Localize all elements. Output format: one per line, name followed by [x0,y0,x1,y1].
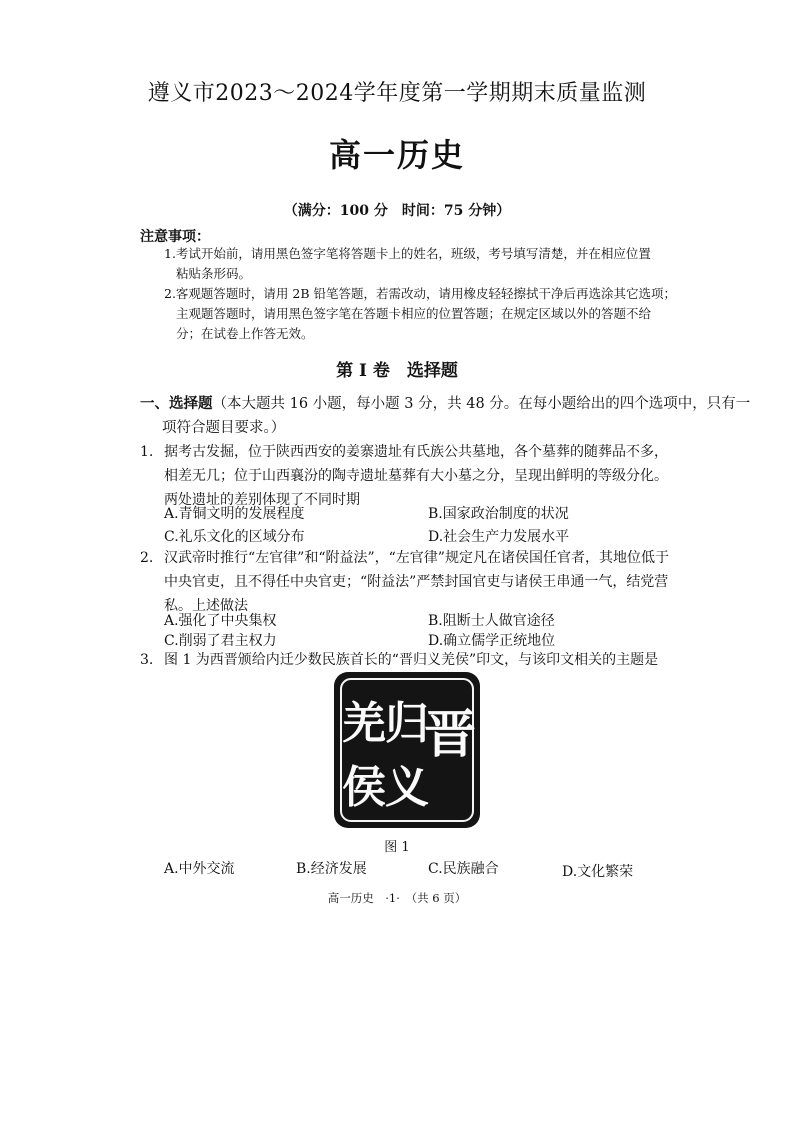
option-c[interactable]: C.礼乐文化的区域分布 [164,529,305,545]
question-number: 2. [140,550,154,566]
question-text: 图 1 为西晋颁给内迁少数民族首长的“晋归义羌侯”印文，与该印文相关的主题是 [164,652,659,668]
option-b[interactable]: B.经济发展 [296,861,367,877]
option-b[interactable]: B.国家政治制度的状况 [428,506,569,522]
question-3 [140,648,680,672]
note-line: 1.考试开始前，请用黑色签字笔将答题卡上的姓名，班级，考号填写清楚，并在相应位置 [164,246,651,261]
notes-title: 注意事项： [140,229,210,245]
option-c[interactable]: C.民族融合 [428,861,499,877]
option-c[interactable]: C.削弱了君主权力 [164,633,277,649]
note-line: 2.客观题答题时，请用 2B 铅笔答题，若需改动，请用橡皮轻轻擦拭干净后再选涂其它选项； [164,286,677,301]
option-d[interactable]: D.文化繁荣 [562,864,634,880]
option-b[interactable]: B.阻断士人做官途径 [428,613,555,629]
note-line: 粘贴条形码。 [176,266,252,281]
seal-char: 侯 [342,762,386,813]
option-a[interactable]: A.中外交流 [164,861,235,877]
section-title: 第 I 卷 选择题 [336,361,458,381]
option-d[interactable]: D.社会生产力发展水平 [428,529,570,545]
page-footer: 高一历史 ·1· （共 6 页） [327,891,467,905]
seal-image [332,670,482,830]
question-text: 汉武帝时推行“左官律”和“附益法”，“左官律”规定凡在诸侯国任官者，其地位低于中央官吏，且不得任中央官吏；“附益法”严禁封国官吏与诸侯王串通一气，结党营私。上述做法 [164,550,669,614]
note-line: 主观题答题时，请用黑色签字笔在答题卡相应的位置答题；在规定区域以外的答题不给 [176,306,652,321]
part-line2: 项符合题目要求。） [162,420,286,436]
seal-char: 归 [385,698,429,749]
seal-char: 羌 [342,698,386,749]
figure-caption: 图 1 [384,840,410,855]
part-label: 一、选择题 [140,395,213,412]
note-line: 分；在试卷上作答无效。 [176,326,314,341]
seal-char: 晋 [423,704,477,765]
option-a[interactable]: A.青铜文明的发展程度 [164,506,305,522]
seal-char: 义 [385,762,429,813]
option-a[interactable]: A.强化了中央集权 [164,613,277,629]
part-line1: （本大题共 16 小题，每小题 3 分，共 48 分。在每小题给出的四个选项中，只有一 [212,396,751,412]
option-d[interactable]: D.确立儒学正统地位 [428,633,556,649]
question-text: 据考古发掘，位于陕西西安的姜寨遗址有氏族公共墓地，各个墓葬的随葬品不多，相差无几；位于山西襄汾的陶寺遗址墓葬有大小墓之分，呈现出鲜明的等级分化。两处遗址的差别体现了不同时期 [164,444,668,508]
subject-title: 高一历史 [328,136,465,174]
exam-title: 遵义市2023～2024学年度第一学期期末质量监测 [147,81,647,106]
question-number: 3. [140,652,154,668]
part-instructions [140,392,750,413]
question-number: 1. [140,444,154,460]
exam-meta: （满分：100 分 时间：75 分钟） [283,203,511,219]
